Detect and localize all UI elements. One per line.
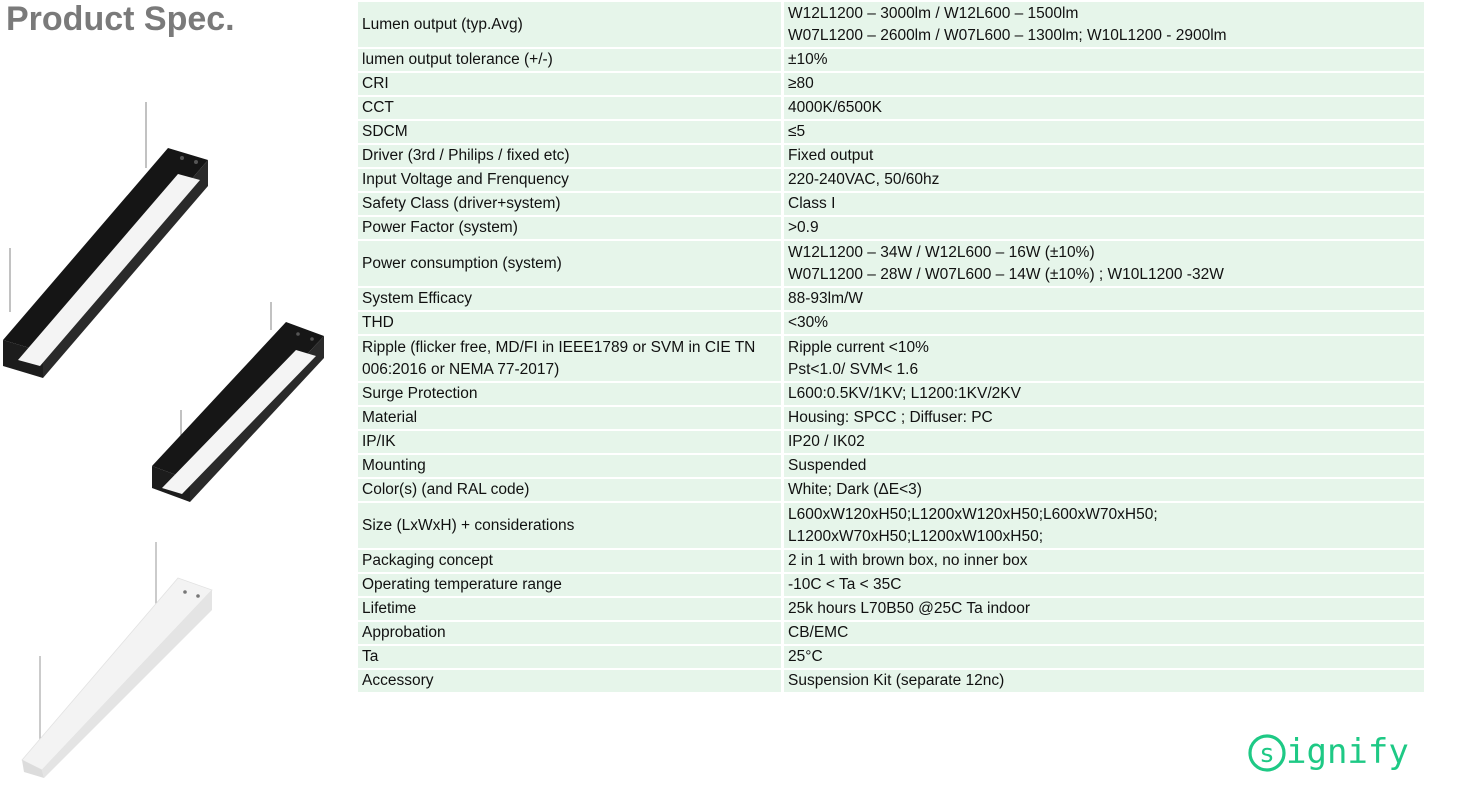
spec-value [784, 97, 1424, 119]
spec-value-line: Fixed output [788, 147, 874, 164]
spec-value-line: Suspension Kit (separate 12nc) [788, 672, 1005, 689]
spec-value-line: 88-93lm/W [788, 290, 863, 307]
spec-value-line: L600xW120xH50;L1200xW120xH50;L600xW70xH50; [788, 505, 1158, 523]
spec-value [784, 49, 1424, 71]
spec-value [784, 169, 1424, 191]
spec-value [784, 312, 1424, 334]
spec-value-line: L1200xW70xH50;L1200xW100xH50; [788, 527, 1044, 545]
spec-label: Approbation [358, 622, 784, 644]
spec-row [358, 193, 1424, 215]
spec-row [358, 312, 1424, 334]
spec-row [358, 217, 1424, 239]
spec-label: Power Factor (system) [358, 217, 784, 239]
spec-row [358, 622, 1424, 644]
spec-label: Size (LxWxH) + considerations [358, 503, 784, 548]
spec-value-line: 2 in 1 with brown box, no inner box [788, 552, 1028, 569]
spec-row [358, 431, 1424, 453]
signify-logo [1243, 727, 1448, 779]
spec-row [358, 121, 1424, 143]
spec-label: Material [358, 407, 784, 429]
spec-row [358, 479, 1424, 501]
spec-value [784, 288, 1424, 310]
spec-row [358, 574, 1424, 596]
spec-label: THD [358, 312, 784, 334]
spec-value-line: 25k hours L70B50 @25C Ta indoor [788, 600, 1031, 617]
spec-value [784, 431, 1424, 453]
spec-value [784, 574, 1424, 596]
spec-value [784, 598, 1424, 620]
spec-label: Operating temperature range [358, 574, 784, 596]
spec-label: Color(s) (and RAL code) [358, 479, 784, 501]
spec-row [358, 73, 1424, 95]
spec-label: SDCM [358, 121, 784, 143]
spec-value [784, 479, 1424, 501]
spec-label: Surge Protection [358, 383, 784, 405]
spec-value-line: IP20 / IK02 [788, 433, 865, 450]
spec-label: lumen output tolerance (+/-) [358, 49, 784, 71]
spec-value [784, 383, 1424, 405]
spec-row [358, 503, 1424, 548]
spec-value [784, 241, 1424, 286]
spec-value-line: W12L1200 – 3000lm / W12L600 – 1500lm [788, 4, 1079, 22]
spec-value-line: W07L1200 – 2600lm / W07L600 – 1300lm; W10L1200 - 2900lm [788, 26, 1227, 44]
spec-label: Packaging concept [358, 550, 784, 572]
spec-value-line: 25°C [788, 648, 823, 665]
spec-value [784, 145, 1424, 167]
spec-value-line: Housing: SPCC ; Diffuser: PC [788, 409, 993, 426]
spec-value-line: >0.9 [788, 219, 819, 236]
black-pendant-luminaire-small [152, 302, 324, 502]
spec-row [358, 550, 1424, 572]
spec-value-line: 4000K/6500K [788, 99, 882, 116]
spec-row [358, 241, 1424, 286]
spec-value [784, 121, 1424, 143]
spec-value [784, 670, 1424, 692]
spec-value-line: W07L1200 – 28W / W07L600 – 14W (±10%) ; W10L1200 -32W [788, 265, 1224, 283]
spec-label: Mounting [358, 455, 784, 477]
spec-value [784, 455, 1424, 477]
spec-row [358, 288, 1424, 310]
logo-mark-letter: s [1259, 739, 1275, 769]
white-pendant-luminaire [22, 542, 212, 778]
spec-value-line: L600:0.5KV/1KV; L1200:1KV/2KV [788, 385, 1021, 402]
logo-wordmark: ignify [1286, 732, 1409, 772]
spec-value-line: Suspended [788, 457, 867, 474]
spec-row [358, 145, 1424, 167]
spec-value-line: W12L1200 – 34W / W12L600 – 16W (±10%) [788, 243, 1095, 261]
spec-label: CCT [358, 97, 784, 119]
spec-value-line: White; Dark (ΔE<3) [788, 481, 922, 498]
spec-label: CRI [358, 73, 784, 95]
spec-label: Lumen output (typ.Avg) [358, 2, 784, 47]
spec-label: System Efficacy [358, 288, 784, 310]
spec-row [358, 169, 1424, 191]
spec-value [784, 646, 1424, 668]
spec-label: IP/IK [358, 431, 784, 453]
spec-row [358, 598, 1424, 620]
spec-label: Safety Class (driver+system) [358, 193, 784, 215]
page-title: Product Spec. [6, 0, 235, 38]
spec-value [784, 217, 1424, 239]
spec-value-line: Class I [788, 195, 836, 212]
spec-value [784, 336, 1424, 381]
spec-table-body [358, 2, 1424, 692]
black-pendant-luminaire-large [3, 102, 208, 378]
spec-row [358, 383, 1424, 405]
spec-row [358, 336, 1424, 381]
spec-value [784, 407, 1424, 429]
spec-value [784, 193, 1424, 215]
product-images [0, 95, 340, 785]
spec-value [784, 503, 1424, 548]
spec-value-line: -10C < Ta < 35C [788, 576, 902, 593]
spec-value-line: ≤5 [788, 123, 806, 140]
spec-label: Input Voltage and Frenquency [358, 169, 784, 191]
spec-row [358, 2, 1424, 47]
spec-row [358, 670, 1424, 692]
spec-row [358, 646, 1424, 668]
spec-label: Lifetime [358, 598, 784, 620]
spec-value-line: ±10% [788, 51, 828, 68]
spec-value-line: CB/EMC [788, 624, 849, 641]
spec-label: Power consumption (system) [358, 241, 784, 286]
spec-value-line: Ripple current <10% [788, 338, 929, 356]
spec-value-line: 220-240VAC, 50/60hz [788, 171, 940, 188]
spec-value-line: Pst<1.0/ SVM< 1.6 [788, 360, 919, 378]
spec-label: Ripple (flicker free, MD/FI in IEEE1789 or SVM in CIE TN 006:2016 or NEMA 77-2017) [358, 336, 784, 381]
spec-value [784, 622, 1424, 644]
spec-row [358, 407, 1424, 429]
spec-label: Accessory [358, 670, 784, 692]
spec-value-line: <30% [788, 314, 829, 331]
spec-row [358, 49, 1424, 71]
spec-value [784, 73, 1424, 95]
spec-table [358, 0, 1424, 694]
spec-label: Driver (3rd / Philips / fixed etc) [358, 145, 784, 167]
spec-row [358, 97, 1424, 119]
spec-row [358, 455, 1424, 477]
spec-label: Ta [358, 646, 784, 668]
spec-value-line: ≥80 [788, 75, 814, 92]
spec-value [784, 2, 1424, 47]
spec-value [784, 550, 1424, 572]
